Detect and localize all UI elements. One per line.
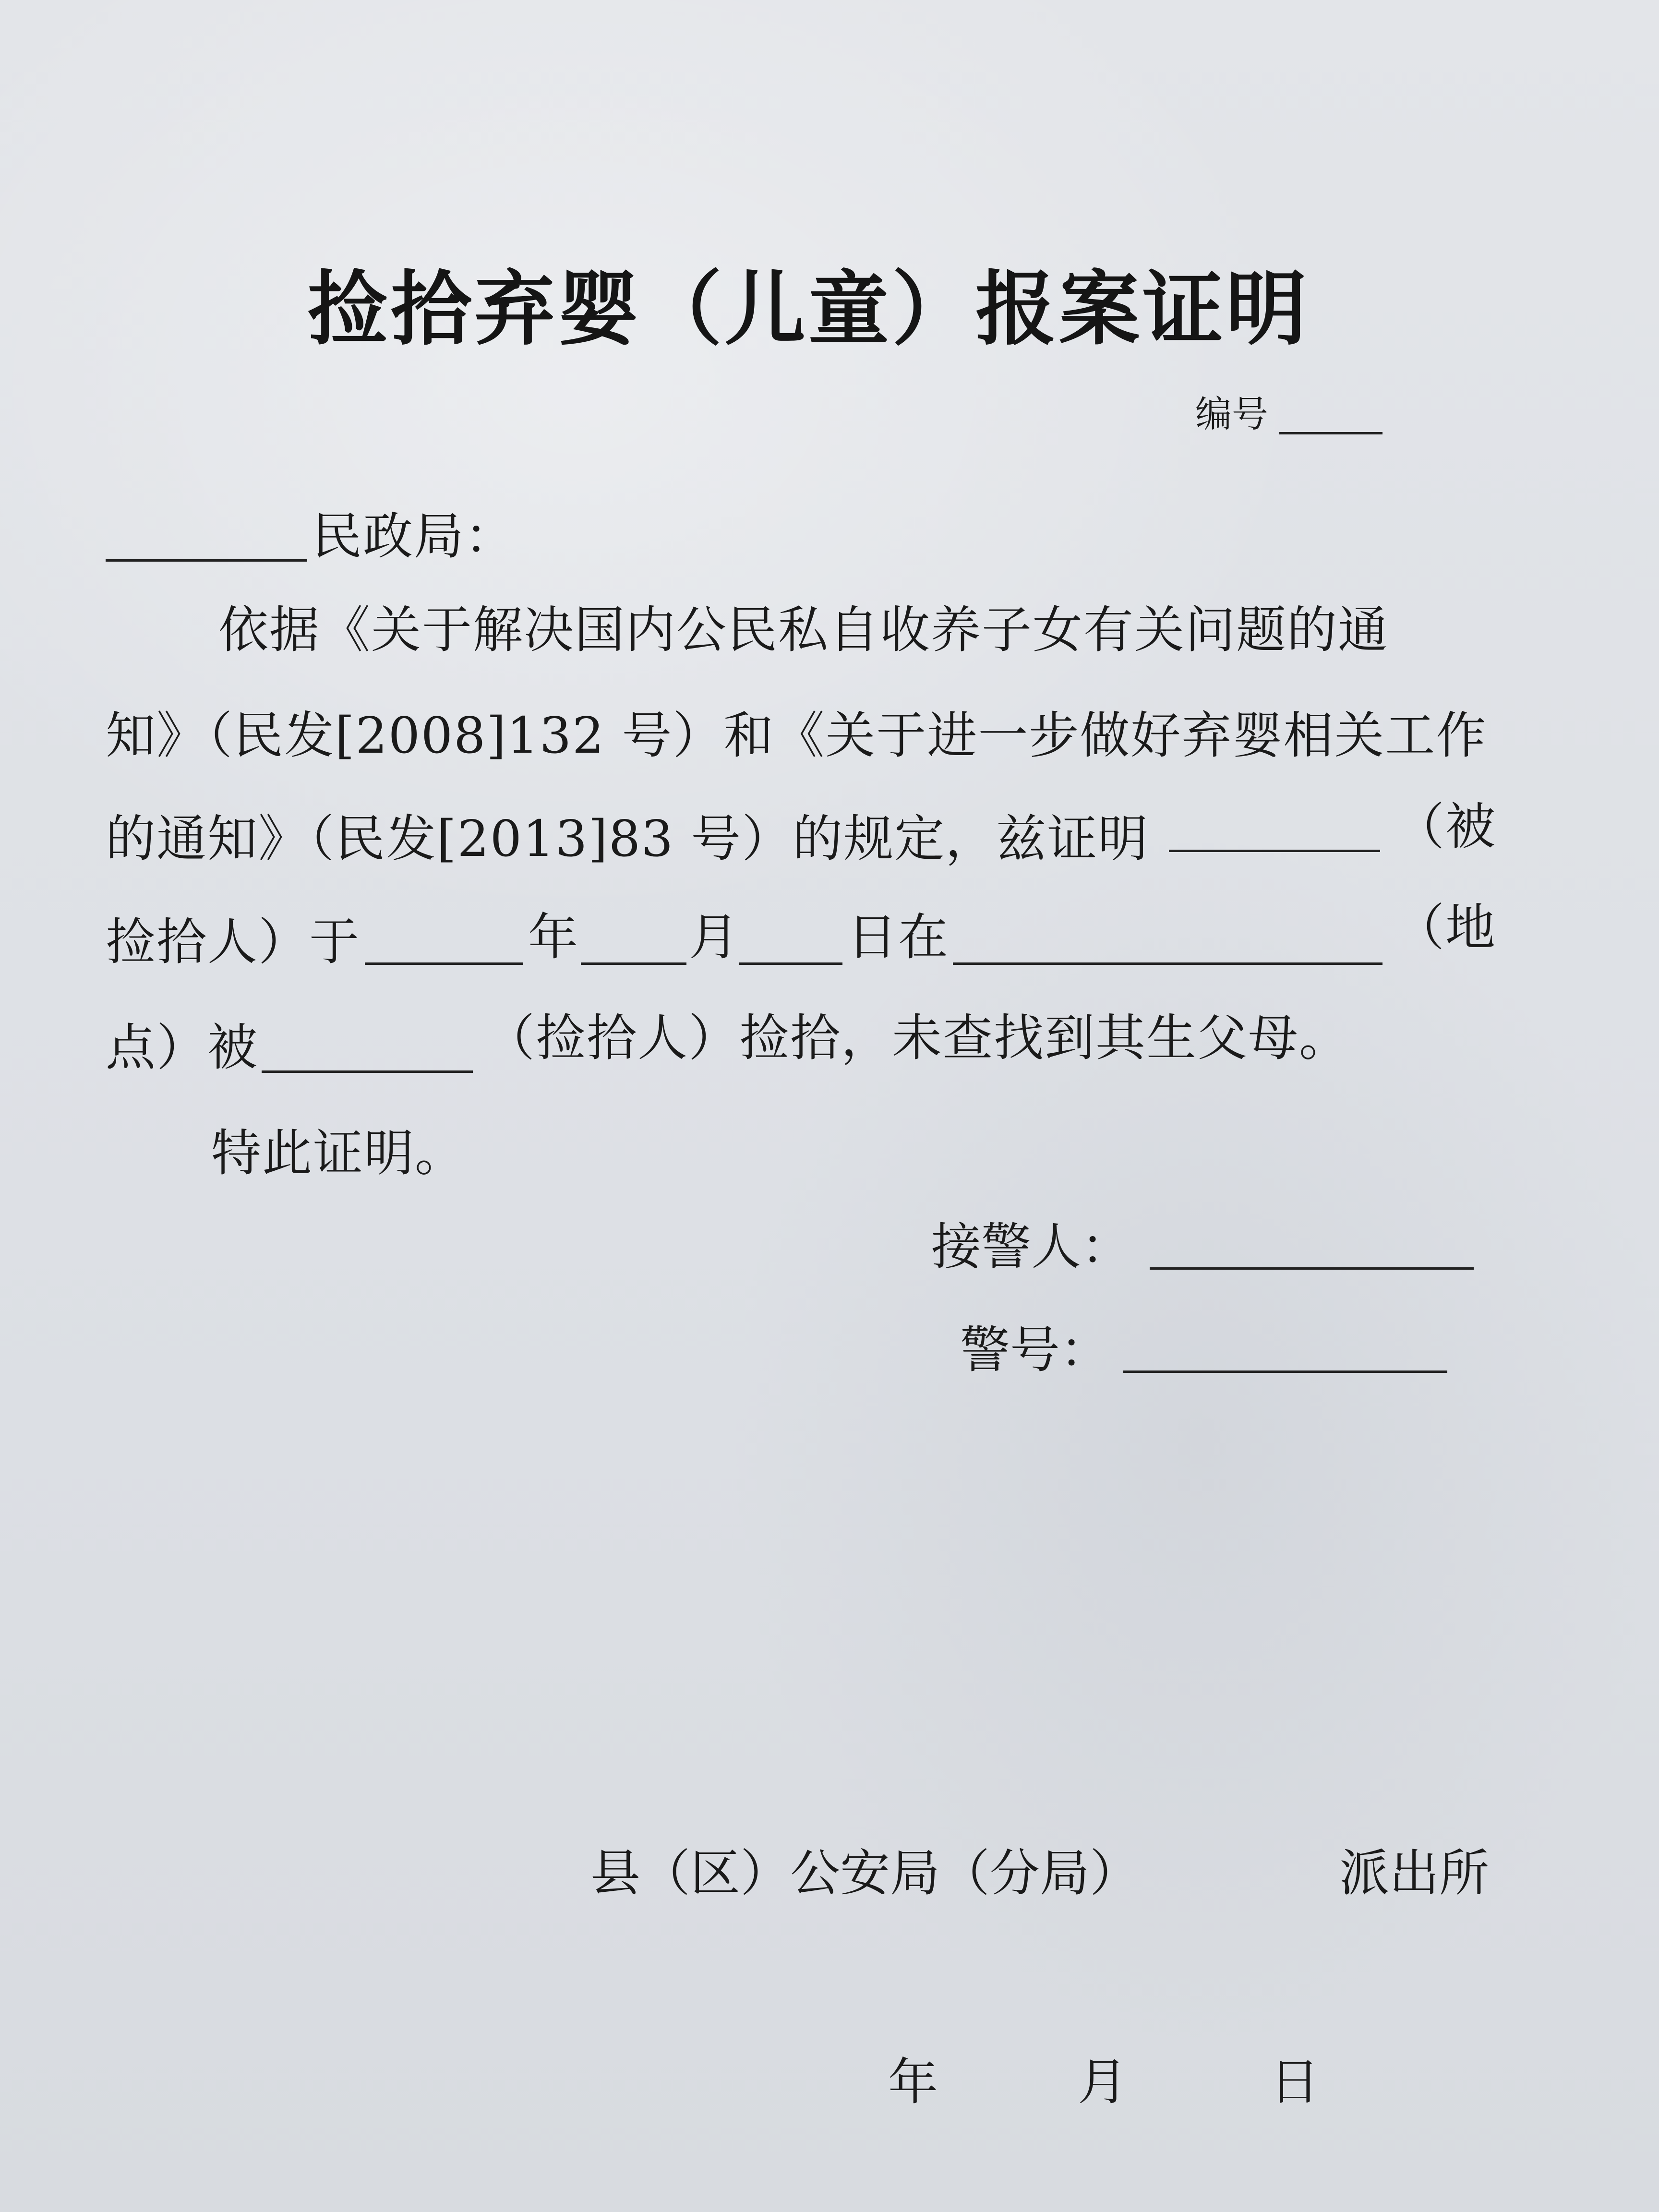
para-line-4d: 日在 — [847, 908, 950, 966]
para-line-5a: 点）被 — [106, 1018, 259, 1077]
badge-blank — [1123, 1370, 1447, 1373]
para-line-4c: 月 — [689, 908, 740, 966]
salutation: 民政局： — [312, 507, 516, 565]
para-line-4b: 年 — [528, 908, 579, 966]
officer-label: 接警人： — [931, 1217, 1131, 1276]
day-blank — [739, 962, 842, 965]
para-line-3b: （被 — [1395, 797, 1497, 856]
year-blank — [365, 962, 523, 965]
para-line-4e: （地 — [1395, 898, 1497, 957]
para-line-5b: （捡拾人）捡拾，未查找到其生父母。 — [485, 1009, 1350, 1067]
para-line-1: 依据《关于解决国内公民私自收养子女有关问题的通 — [218, 601, 1389, 659]
para-line-3a: 的通知》（民发[2013]83 号）的规定，兹证明 — [106, 809, 1149, 868]
officer-blank — [1150, 1267, 1474, 1270]
para-line-2: 知》（民发[2008]132 号）和《关于进一步做好弃婴相关工作 — [106, 706, 1487, 765]
bureau-name: 县（区）公安局（分局） — [590, 1844, 1140, 1902]
number-blank — [1279, 432, 1382, 434]
date-month: 月 — [1078, 2053, 1128, 2111]
date-day: 日 — [1270, 2053, 1320, 2111]
person-blank — [1169, 850, 1380, 852]
station-name: 派出所 — [1339, 1844, 1490, 1902]
document-title: 捡拾弃婴（儿童）报案证明 — [307, 262, 1310, 356]
finder-blank — [262, 1070, 473, 1073]
month-blank — [581, 962, 686, 965]
closing-text: 特此证明。 — [211, 1124, 466, 1182]
number-label: 编号 — [1195, 393, 1268, 435]
date-year: 年 — [888, 2053, 938, 2111]
bureau-name-blank — [106, 559, 307, 562]
location-blank — [953, 962, 1382, 965]
badge-label: 警号： — [960, 1321, 1110, 1379]
para-line-4a: 捡拾人）于 — [106, 913, 361, 971]
